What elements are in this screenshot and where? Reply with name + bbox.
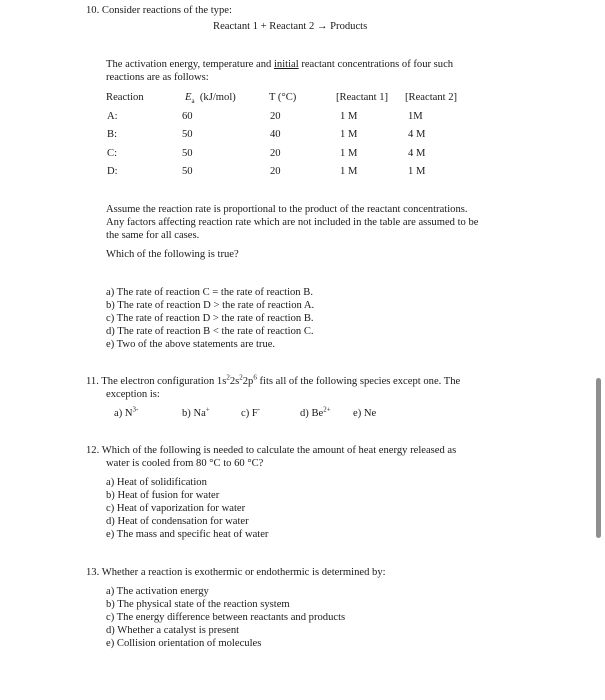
q12-option-d: d) Heat of condensation for water (106, 516, 249, 527)
table-cell-reaction: A: (107, 111, 118, 122)
q12-option-c: c) Heat of vaporization for water (106, 503, 246, 514)
q10-option-b: b) The rate of reaction D > the rate of reaction A. (106, 300, 315, 311)
q10-equation: Reactant 1 + Reactant 2 → Products (213, 21, 368, 32)
table-cell-temp: 20 (270, 148, 281, 159)
q12-option-b: b) Heat of fusion for water (106, 490, 220, 501)
q10-question: Which of the following is true? (106, 249, 239, 260)
q11-option-e: e) Ne (353, 408, 377, 419)
table-cell-r2: 4 M (408, 129, 426, 140)
q11-header: 11. The electron configuration $1s^22s^22p^6$ fits all of the following species except one. The (86, 373, 461, 387)
table-cell-r1: 1 M (340, 166, 358, 177)
table-header-reactant1: [Reactant 1] (336, 92, 389, 103)
q10-intro: The activation energy, temperature and initial reactant concentrations of four such (106, 59, 454, 70)
table-header-activation-energy: $E_a$ (kJ/mol) (185, 92, 236, 106)
q10-assume-line1: Assume the reaction rate is proportional to the product of the reactant concentrations. (106, 204, 468, 215)
table-header-reaction: Reaction (106, 92, 144, 103)
table-cell-r1: 1 M (340, 129, 358, 140)
table-cell-ea: 50 (182, 129, 193, 140)
table-header-reactant2: [Reactant 2] (405, 92, 458, 103)
q13-option-a: a) The activation energy (106, 586, 209, 597)
table-cell-reaction: B: (107, 129, 118, 140)
table-cell-ea: 50 (182, 148, 193, 159)
q10-option-e: e) Two of the above statements are true. (106, 339, 276, 350)
table-cell-r2: 1 M (408, 166, 426, 177)
table-cell-r2: 4 M (408, 148, 426, 159)
table-header-temperature: T (°C) (269, 92, 297, 103)
q10-option-c: c) The rate of reaction D > the rate of reaction B. (106, 313, 314, 324)
q13-option-b: b) The physical state of the reaction system (106, 599, 290, 610)
q13-option-c: c) The energy difference between reactants and products (106, 612, 346, 623)
table-cell-ea: 50 (182, 166, 193, 177)
q13-option-e: e) Collision orientation of molecules (106, 638, 262, 649)
table-cell-temp: 20 (270, 166, 281, 177)
q12-header: 12. Which of the following is needed to calculate the amount of heat energy released as (86, 445, 457, 456)
q11-option-a: a) $N^{3-}$ (114, 405, 139, 419)
q13-header: 13. Whether a reaction is exothermic or endothermic is determined by: (86, 567, 386, 578)
q10-option-d: d) The rate of reaction B < the rate of reaction C. (106, 326, 314, 337)
table-cell-reaction: D: (107, 166, 118, 177)
q10-assume-line3: the same for all cases. (106, 230, 200, 241)
q12-option-a: a) Heat of solidification (106, 477, 207, 488)
q10-assume-line2: Any factors affecting reaction rate which are not included in the table are assumed to be (106, 217, 479, 228)
table-cell-reaction: C: (107, 148, 118, 159)
q12-option-e: e) The mass and specific heat of water (106, 529, 269, 540)
vertical-scrollbar[interactable] (596, 378, 601, 538)
q12-line2: water is cooled from 80 °C to 60 °C? (106, 458, 264, 469)
q11-option-b: b) Na+ (182, 405, 210, 419)
q10-option-a: a) The rate of reaction C = the rate of reaction B. (106, 287, 313, 298)
table-cell-r2: 1M (408, 111, 423, 122)
table-cell-r1: 1 M (340, 148, 358, 159)
table-cell-r1: 1 M (340, 111, 358, 122)
q11-option-d: d) $Be^{2+}$ (300, 405, 331, 419)
table-cell-temp: 20 (270, 111, 281, 122)
q11-line2: exception is: (106, 389, 160, 400)
q13-option-d: d) Whether a catalyst is present (106, 625, 240, 636)
q10-header: 10. Consider reactions of the type: (86, 5, 232, 16)
q11-option-c: c) F- (241, 405, 261, 419)
q10-intro-line2: reactions are as follows: (106, 72, 209, 83)
table-cell-temp: 40 (270, 129, 281, 140)
table-cell-ea: 60 (182, 111, 193, 122)
